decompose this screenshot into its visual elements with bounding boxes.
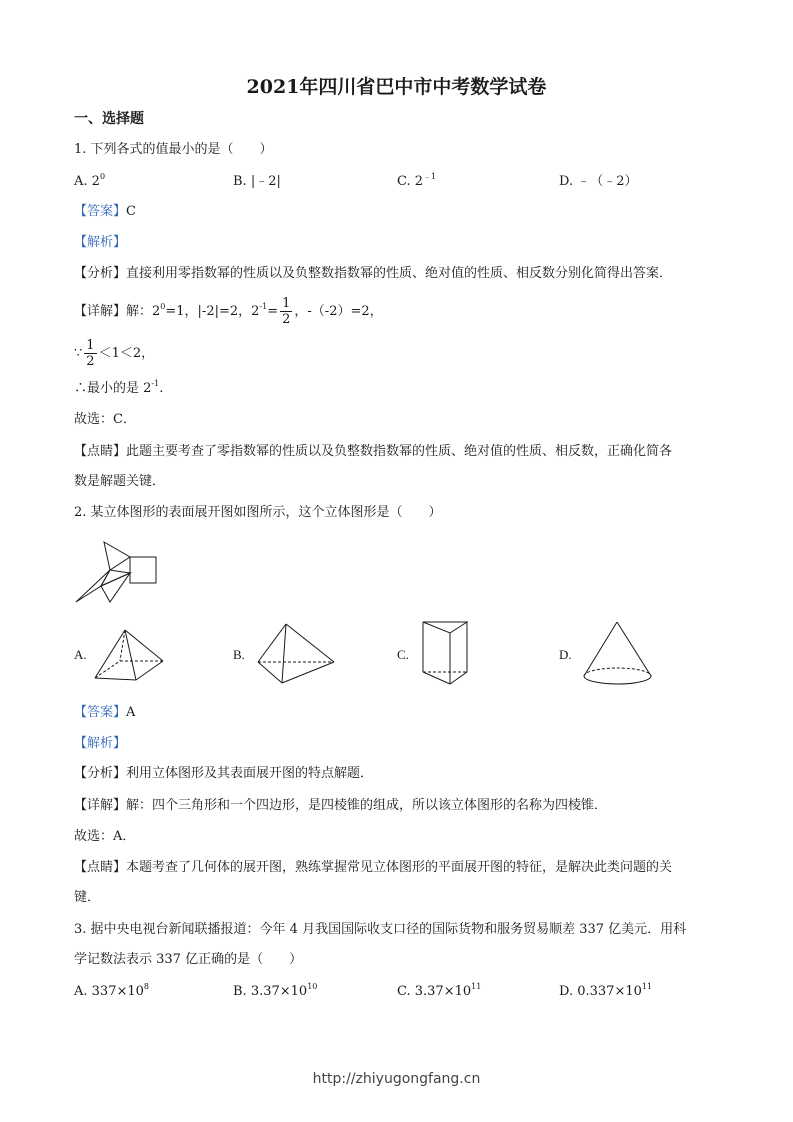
q1-xiangjie [74, 296, 383, 327]
therefore-text: ∴最小的是 2 [74, 381, 152, 396]
q2-answer [74, 704, 135, 722]
therefore-sup: -1 [151, 379, 160, 388]
fraction-half [84, 338, 96, 369]
q1-option-a-exponent: 0 [99, 172, 106, 181]
q1-option-b: B. |﹣2| [233, 174, 281, 189]
net-diagram [74, 540, 164, 604]
q3-option-a-text: A. 337×10 [74, 984, 144, 999]
page-title: 2021年四川省巴中市中考数学试卷 [246, 76, 547, 98]
section-heading: 一、选择题 [74, 111, 144, 127]
q1-fenxi-text: 直接利用零指数幂的性质以及负整数指数幂的性质、绝对值的性质、相反数分别化简得出答案． [126, 266, 673, 281]
q1-dianjing-2: 数是解题关键． [74, 474, 166, 489]
q1-jiexi-tag: 【解析】 [74, 235, 127, 250]
q1-option-a-text: A. 2 [74, 174, 100, 189]
q3-option-d-exponent: 11 [641, 982, 653, 991]
q3-option-b-text: B. 3.37×10 [233, 984, 308, 999]
q2-choose: 故选：A． [74, 829, 136, 844]
fraction-denominator: 2 [86, 354, 95, 369]
q3-option-d-text: D. 0.337×10 [559, 984, 642, 999]
net-square [130, 557, 156, 583]
q1-choose: 故选：C． [74, 412, 136, 427]
q1-xj-sup1: -1 [259, 302, 268, 311]
q1-dianjing-text1: 此题主要考查了零指数幂的性质以及负整数指数幂的性质、绝对值的性质、相反数，正确化简各 [126, 444, 673, 459]
q2-xiangjie-tag: 【详解】 [74, 798, 127, 813]
q3-option-c [397, 983, 481, 1001]
q1-fenxi [74, 265, 672, 283]
q2-dianjing-2: 键． [74, 890, 101, 905]
because-rest: ＜1＜2， [98, 346, 155, 361]
q2-dianjing-tag: 【点睛】 [74, 860, 127, 875]
q3-option-c-text: C. 3.37×10 [397, 984, 472, 999]
q3-stem-1: 3. 据中央电视台新闻联播报道：今年 4 月我国国际收支口径的国际货物和服务贸易顺差 337 亿美元．用科 [74, 922, 687, 937]
net-left-triangle [76, 570, 110, 602]
square-pyramid-figure [92, 628, 167, 683]
q2-fenxi-tag: 【分析】 [74, 766, 127, 781]
q3-stem-2: 学记数法表示 337 亿正确的是（ ） [74, 952, 303, 967]
q1-xj-b: =1，|-2|=2，2 [165, 304, 260, 319]
q1-xj-sup0: 0 [160, 302, 166, 311]
therefore-end: . [159, 381, 164, 396]
q3-option-b [233, 983, 317, 1001]
q2-stem: 2. 某立体图形的表面展开图如图所示，这个立体图形是（ ） [74, 505, 442, 520]
fraction-denominator: 2 [282, 312, 291, 327]
fraction-half [280, 296, 292, 327]
q1-option-d: D. ﹣（﹣2） [559, 174, 638, 189]
q2-option-b: B. [233, 647, 245, 662]
q1-xj-a: 解：2 [126, 304, 161, 319]
triangular-prism-figure [421, 620, 471, 686]
q2-dianjing [74, 859, 672, 877]
fraction-numerator: 1 [282, 296, 291, 311]
q1-option-c [397, 173, 436, 191]
because-symbol: ∵ [74, 346, 83, 361]
q2-fenxi-text: 利用立体图形及其表面展开图的特点解题． [126, 766, 374, 781]
q2-fenxi [74, 765, 373, 783]
q2-xiangjie-text: 解：四个三角形和一个四边形，是四棱锥的组成，所以该立体图形的名称为四棱锥． [126, 798, 608, 813]
footer-url[interactable]: http://zhiyugongfang.cn [312, 1071, 481, 1087]
q1-xj-c: = [267, 304, 279, 319]
q2-dianjing-text1: 本题考查了几何体的展开图，熟练掌握常见立体图形的平面展开图的特征，是解决此类问题的关 [126, 860, 673, 875]
q3-option-c-exponent: 11 [471, 982, 482, 991]
q1-answer [74, 203, 136, 221]
q1-dianjing-tag: 【点睛】 [74, 444, 127, 459]
q3-option-a [74, 983, 149, 1001]
q1-therefore [74, 380, 163, 398]
q1-answer-tag: 【答案】 [74, 204, 127, 219]
q1-stem: 1. 下列各式的值最小的是（ ） [74, 142, 273, 157]
q1-xj-d: ，-（-2）=2， [294, 304, 383, 319]
q1-xiangjie-tag: 【详解】 [74, 304, 127, 319]
q2-answer-tag: 【答案】 [74, 705, 127, 720]
tetrahedron-figure [256, 622, 336, 686]
q1-fenxi-tag: 【分析】 [74, 266, 127, 281]
q1-option-a [74, 173, 105, 191]
q1-because [74, 338, 154, 369]
net-top-triangle [104, 542, 130, 570]
q2-answer-value: A [126, 705, 136, 720]
q2-option-c: C. [397, 647, 409, 662]
q3-option-a-exponent: 8 [143, 982, 149, 991]
fraction-numerator: 1 [86, 338, 95, 353]
q1-option-c-text: C. 2 [397, 174, 424, 189]
cone-figure [582, 620, 654, 690]
q2-xiangjie [74, 797, 607, 815]
q3-option-d [559, 983, 652, 1001]
q2-option-d: D. [559, 647, 572, 662]
q1-dianjing [74, 443, 672, 461]
q1-option-c-exponent: ﹣1 [423, 172, 437, 181]
q1-answer-value: C [126, 204, 136, 219]
q3-option-b-exponent: 10 [307, 982, 318, 991]
q2-jiexi-tag: 【解析】 [74, 736, 127, 751]
q2-option-a: A. [74, 647, 87, 662]
